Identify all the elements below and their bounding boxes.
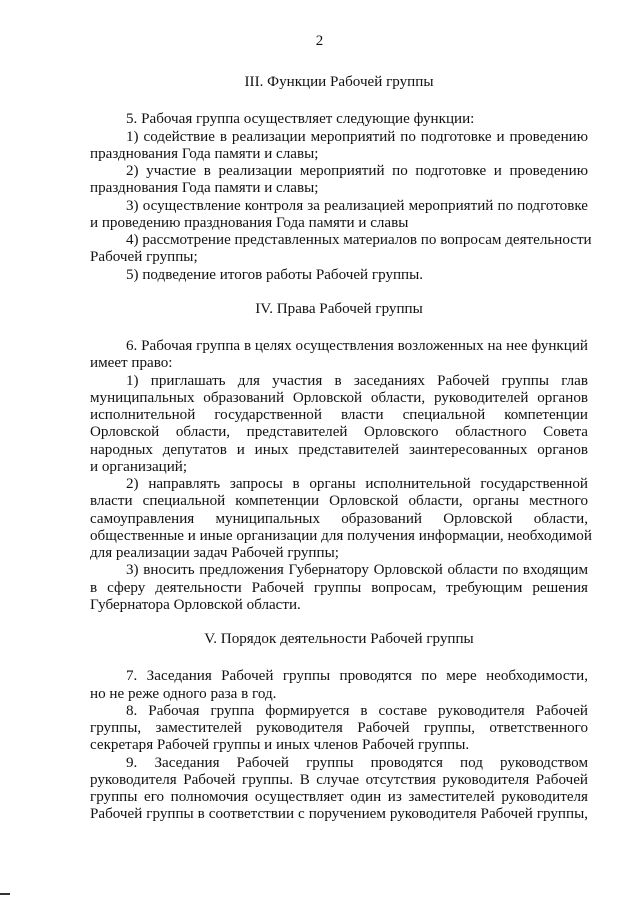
paragraph-line: и организаций; [90,458,188,475]
paragraph-line: 6. Рабочая группа в целях осуществления возложенных на нее функций [126,338,588,354]
section-heading-rights: IV. Права Рабочей группы [255,300,423,317]
section-heading-procedure: V. Порядок деятельности Рабочей группы [204,631,474,647]
paragraph-line: народных депутатов и иных представителей заинтересованных органов [90,441,588,458]
paragraph-line: празднования Года памяти и славы; [90,145,319,162]
paragraph-line: власти специальной компетенции Орловской области, органы местного [90,493,588,510]
paragraph-line: 1) приглашать для участия в заседаниях Рабочей группы глав [126,372,588,389]
paragraph-line: исполнительной государственной власти специальной компетенции [90,407,588,423]
paragraph-line: 1) содействие в реализации мероприятий по подготовке и проведению [126,128,588,145]
document-body [90,74,592,824]
paragraph-line: для реализации задач Рабочей группы; [90,545,339,561]
paragraph-line: но не реже одного раза в год. [90,685,277,702]
paragraph-line: Рабочей группы; [90,249,198,266]
paragraph-line: празднования Года памяти и славы; [90,180,319,197]
paragraph-line: самоуправления муниципальных образований Орловской области, [90,510,588,527]
paragraph-line: муниципальных образований Орловской области, руководителей органов [90,389,588,406]
paragraph-line: 4) рассмотрение представленных материалов по вопросам деятельности [126,232,592,248]
paragraph-line: 5) подведение итогов работы Рабочей группы. [126,266,424,283]
paragraph-line: 9. Заседания Рабочей группы проводятся под руководством [126,754,588,771]
scan-edge-mark [0,893,10,895]
paragraph-line: Орловской области, представителей Орловского областного Совета [90,424,588,441]
paragraph-line: Рабочей группы в соответствии с поручением руководителя Рабочей группы, [90,806,588,823]
paragraph-line: 8. Рабочая группа формируется в составе руководителя Рабочей [126,702,588,719]
paragraph-line: 3) осуществление контроля за реализацией мероприятий по подготовке [126,197,588,214]
paragraph-line: 3) вносить предложения Губернатору Орловской области по входящим [126,562,588,579]
paragraph-line: 7. Заседания Рабочей группы проводятся по мере необходимости, [126,668,588,685]
paragraph-line: Губернатора Орловской области. [90,596,301,613]
paragraph-line: 2) направлять запросы в органы исполнительной государственной [126,476,588,492]
paragraph-line: и проведению празднования Года памяти и славы [90,214,409,231]
paragraph-line: 5. Рабочая группа осуществляет следующие функции: [126,111,475,128]
paragraph-line: группы, заместителей руководителя Рабочей группы, ответственного [90,720,588,736]
paragraph-line: 2) участие в реализации мероприятий по подготовке и проведению [126,163,588,179]
paragraph-line: в сферу деятельности Рабочей группы вопросам, требующим решения [90,579,588,596]
paragraph-line: руководителя Рабочей группы. В случае отсутствия руководителя Рабочей [90,771,588,788]
paragraph-line: имеет право: [90,355,173,372]
paragraph-line: группы его полномочия осуществляет один из заместителей руководителя [90,789,588,805]
page-number: 2 [315,33,324,49]
section-heading-functions: III. Функции Рабочей группы [244,74,434,90]
paragraph-line: секретаря Рабочей группы и иных членов Рабочей группы. [90,737,470,754]
paragraph-line: общественные и иные организации для получения информации, необходимой [90,527,592,544]
